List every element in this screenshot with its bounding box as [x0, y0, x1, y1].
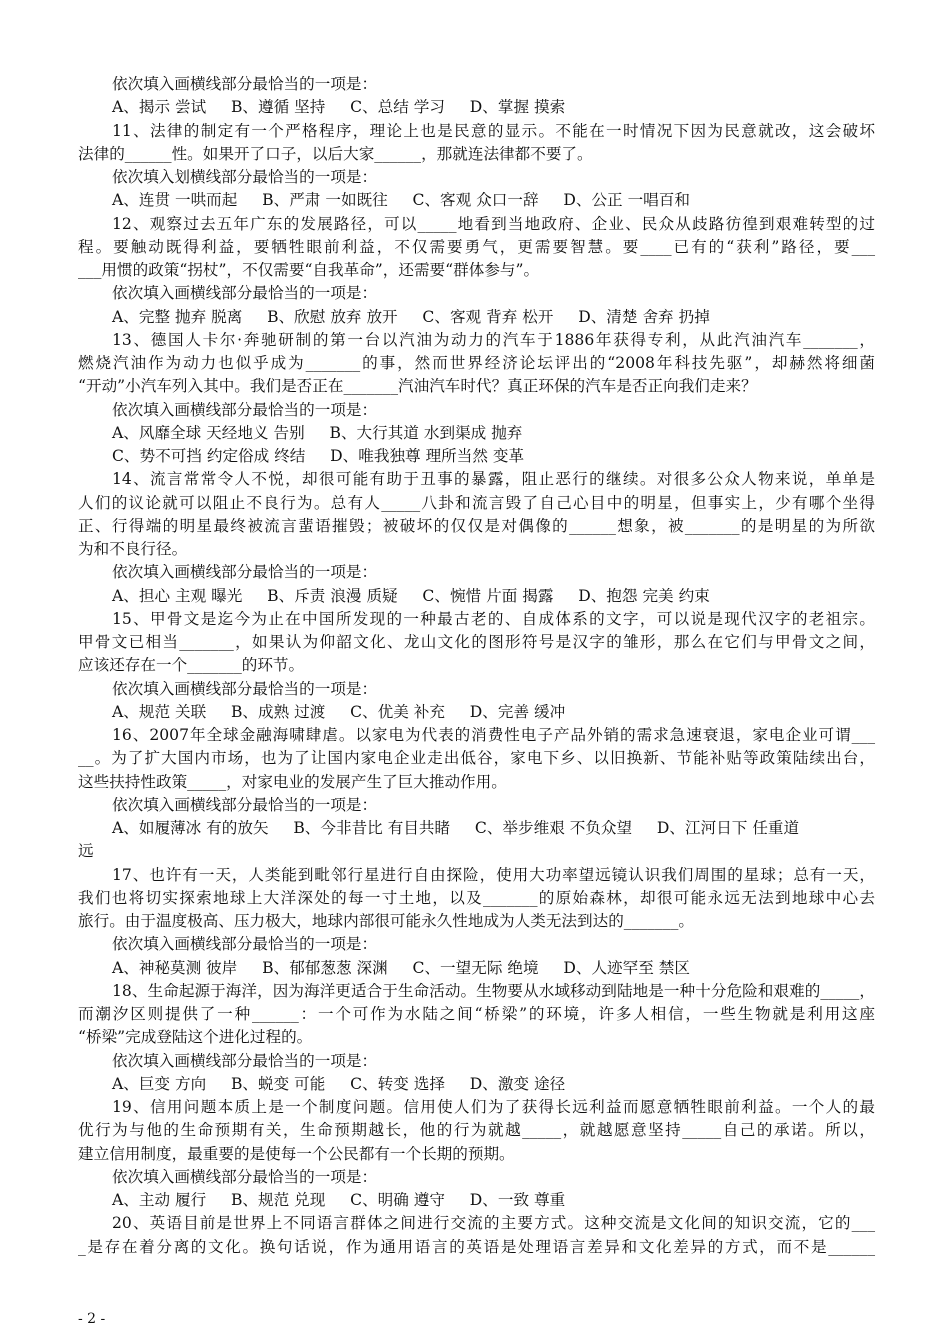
text-line: ___用惯的政策“拐杖”，不仅需要“自我革命”，还需要“群体参与”。 — [78, 261, 540, 279]
text-line: 11、法律的制定有一个严格程序，理论上也是民意的显示。不能在一时情况下因为民意就改，这会破坏 — [112, 121, 875, 140]
text-line: 远 — [78, 842, 94, 861]
text-line: 依次填入画横线部分最恰当的一项是： — [112, 400, 378, 419]
text-line: 我们也将切实探索地球上大洋深处的每一寸土地，以及_______的原始森林，却很可能永远无法到地球中心去 — [78, 888, 875, 907]
text-line: A、风靡全球 天经地义 告别 B、大行其道 水到渠成 抛弃 — [112, 423, 523, 442]
text-line: 依次填入画横线部分最恰当的一项是： — [112, 1051, 378, 1070]
text-line: 依次填入画横线部分最恰当的一项是： — [112, 563, 378, 582]
text-line: 15、甲骨文是迄今为止在中国所发现的一种最古老的、自成体系的文字，可以说是现代汉字的老祖宗。 — [112, 609, 875, 628]
text-line: 20、英语目前是世界上不同语言群体之间进行交流的主要方式。这种交流是文化间的知识交流，它的___ — [112, 1214, 875, 1233]
text-line: A、完整 抛弃 脱离 B、欣慰 放弃 放开 C、客观 背弃 松开 D、清楚 舍弃 扔掉 — [112, 307, 710, 326]
text-line: 正、行得端的明星最终被流言蜚语摧毁；被破坏的仅仅是对偶像的______想象，被_______的是明星的为所欲 — [78, 516, 875, 535]
text-line: 法律的______性。如果开了口子，以后大家______，那就连法律都不要了。 — [78, 144, 593, 163]
text-line: 为和不良行径。 — [78, 540, 188, 558]
text-line: 这些扶持性政策_____，对家电业的发展产生了巨大推动作用。 — [78, 772, 507, 791]
text-line: 13、德国人卡尔·奔驰研制的第一台以汽油为动力的汽车于1886年获得专利，从此汽油汽车_______， — [112, 330, 875, 349]
text-line: 而潮汐区则提供了一种______：一个可作为水陆之间“桥梁”的环境，许多人相信，一些生物就是利用这座 — [78, 1005, 875, 1023]
text-line: 依次填入划横线部分最恰当的一项是： — [112, 168, 378, 186]
text-line: A、如履薄冰 有的放矢 B、今非昔比 有目共睹 C、举步维艰 不负众望 D、江河日下 任重道 — [112, 819, 800, 837]
text-line: _是存在着分离的文化。换句话说，作为通用语言的英语是处理语言差异和文化差异的方式，而不是______ — [78, 1237, 875, 1256]
text-line: 应该还存在一个_______的环节。 — [78, 656, 305, 675]
text-line: 依次填入画横线部分最恰当的一项是： — [112, 679, 378, 698]
text-line: A、巨变 方向 B、蜕变 可能 C、转变 选择 D、激变 途径 — [112, 1074, 566, 1093]
text-line: 人们的议论就可以阻止不良行为。总有人_____八卦和流言毁了自己心目中的明星，但事实上，少有哪个坐得 — [78, 493, 875, 512]
text-line: A、规范 关联 B、成熟 过渡 C、优美 补充 D、完善 缓冲 — [112, 702, 566, 721]
text-line: 优行为与他的生命预期有关，生命预期越长，他的行为就越_____，就越愿意坚持_____自己的承诺。所以， — [78, 1121, 875, 1140]
text-line: 燃烧汽油作为动力也似乎成为_______的事，然而世界经济论坛评出的“2008年科技先驱”，却赫然将细菌 — [78, 354, 875, 372]
page-number: - 2 - — [78, 1311, 106, 1327]
text-line: 依次填入画横线部分最恰当的一项是： — [112, 795, 378, 814]
text-line: 依次填入画横线部分最恰当的一项是： — [112, 935, 378, 954]
text-line: __。为了扩大国内市场，也为了让国内家电企业走出低谷，家电下乡、以旧换新、节能补贴等政策陆续出台， — [78, 749, 875, 768]
text-line: 依次填入画横线部分最恰当的一项是： — [112, 75, 378, 93]
text-line: A、连贯 一哄而起 B、严肃 一如既往 C、客观 众口一辞 D、公正 一唱百和 — [112, 191, 690, 210]
text-line: 建立信用制度，最重要的是使每一个公民都有一个长期的预期。 — [78, 1144, 515, 1163]
text-line: A、担心 主观 曝光 B、斥责 浪漫 质疑 C、惋惜 片面 揭露 D、抱怨 完美 约束 — [112, 586, 710, 605]
text-line: 16、2007年全球金融海啸肆虐。以家电为代表的消费性电子产品外销的需求急速衰退，家电企业可谓___ — [112, 726, 875, 744]
text-line: “桥梁”完成登陆这个进化过程的。 — [78, 1028, 313, 1047]
text-line: 依次填入画横线部分最恰当的一项是： — [112, 284, 378, 303]
text-line: 程。要触动既得利益，要牺牲眼前利益，不仅需要勇气，更需要智慧。要____已有的“获利”路径，要___ — [78, 237, 875, 256]
text-line: 19、信用问题本质上是一个制度问题。信用使人们为了获得长远利益而愿意牺牲眼前利益。一个人的最 — [112, 1098, 875, 1116]
text-line: C、势不可挡 约定俗成 终结 D、唯我独尊 理所当然 变革 — [112, 447, 525, 465]
text-line: 17、也许有一天，人类能到毗邻行星进行自由探险，使用大功率望远镜认识我们周围的星球；总有一天， — [112, 865, 875, 884]
text-line: A、揭示 尝试 B、遵循 坚持 C、总结 学习 D、掌握 摸索 — [112, 98, 566, 117]
text-line: A、主动 履行 B、规范 兑现 C、明确 遵守 D、一致 尊重 — [112, 1191, 566, 1209]
document-body — [78, 73, 875, 1259]
text-line: 旅行。由于温度极高、压力极大，地球内部很可能永久性地成为人类无法到达的_______。 — [78, 912, 694, 930]
text-line: 甲骨文已相当_______，如果认为仰韶文化、龙山文化的图形符号是汉字的雏形，那么在它们与甲骨文之间， — [78, 633, 875, 651]
text-line: “开动”小汽车列入其中。我们是否正在_______汽油汽车时代？真正环保的汽车是否正向我们走来？ — [78, 377, 757, 396]
text-line: 依次填入画横线部分最恰当的一项是： — [112, 1167, 378, 1186]
text-line: 12、观察过去五年广东的发展路径，可以_____地看到当地政府、企业、民众从歧路彷徨到艰难转型的过 — [112, 214, 875, 233]
text-line: A、神秘莫测 彼岸 B、郁郁葱葱 深渊 C、一望无际 绝境 D、人迹罕至 禁区 — [112, 958, 690, 977]
text-line: 14、流言常常令人不悦，却很可能有助于丑事的暴露，阻止恶行的继续。对很多公众人物来说，单单是 — [112, 470, 875, 489]
text-line: 18、生命起源于海洋，因为海洋更适合于生命活动。生物要从水域移动到陆地是一种十分危险和艰难的_____， — [112, 981, 875, 1000]
